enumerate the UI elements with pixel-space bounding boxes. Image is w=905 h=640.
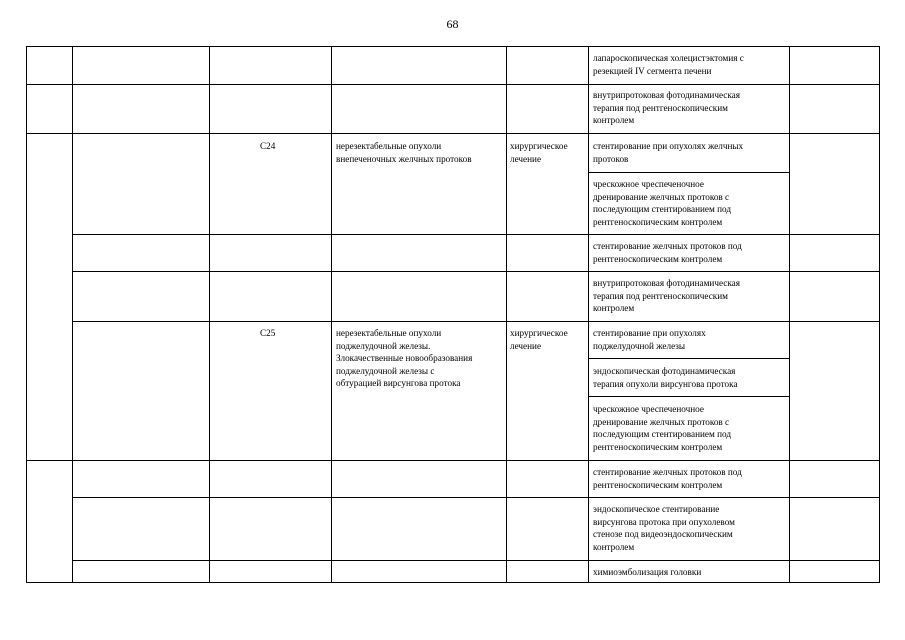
- method-cell: стентирование желчных протоков под рентгеноскопическим контролем: [593, 241, 742, 264]
- method-cell: стентирование при опухолях поджелудочной железы: [593, 328, 706, 351]
- method-cell: чрескожное чреспеченочное дренирование желчных протоков с последующим стентированием под рентгеноскопическим контролем: [593, 179, 732, 227]
- method-cell: эндоскопическая фотодинамическая терапия опухоли вирсунгова протока: [593, 366, 738, 389]
- diagnosis-code: C24: [260, 141, 276, 151]
- method-cell: внутрипротоковая фотодинамическая терапия под рентгеноскопическим контролем: [593, 90, 740, 126]
- method-cell: стентирование при опухолях желчных протоков: [593, 141, 744, 164]
- diagnosis-text: нерезектабельные опухоли поджелудочной железы. Злокачественные новообразования поджелудочной железы с обтурацией вирсунгова протока: [336, 328, 473, 389]
- method-cell: химиоэмболизация головки: [593, 567, 702, 577]
- method-cell: стентирование желчных протоков под рентгеноскопическим контролем: [593, 467, 742, 490]
- diagnosis-code: C25: [260, 328, 276, 338]
- method-cell: эндоскопическое стентирование вирсунгова протока при опухолевом стенозе под видеоэндоскопическим контролем: [593, 504, 735, 552]
- treatment-type: хирургическое лечение: [510, 328, 568, 351]
- diagnosis-text: нерезектабельные опухоли внепеченочных желчных протоков: [336, 141, 472, 164]
- method-cell: внутрипротоковая фотодинамическая терапия под рентгеноскопическим контролем: [593, 278, 740, 314]
- method-cell: лапароскопическая холецистэктомия с резекцией IV сегмента печени: [593, 53, 744, 76]
- treatment-type: хирургическое лечение: [510, 141, 568, 164]
- page-number: 68: [446, 17, 459, 31]
- method-cell: чрескожное чреспеченочное дренирование желчных протоков с последующим стентированием под рентгеноскопическим контролем: [593, 404, 732, 452]
